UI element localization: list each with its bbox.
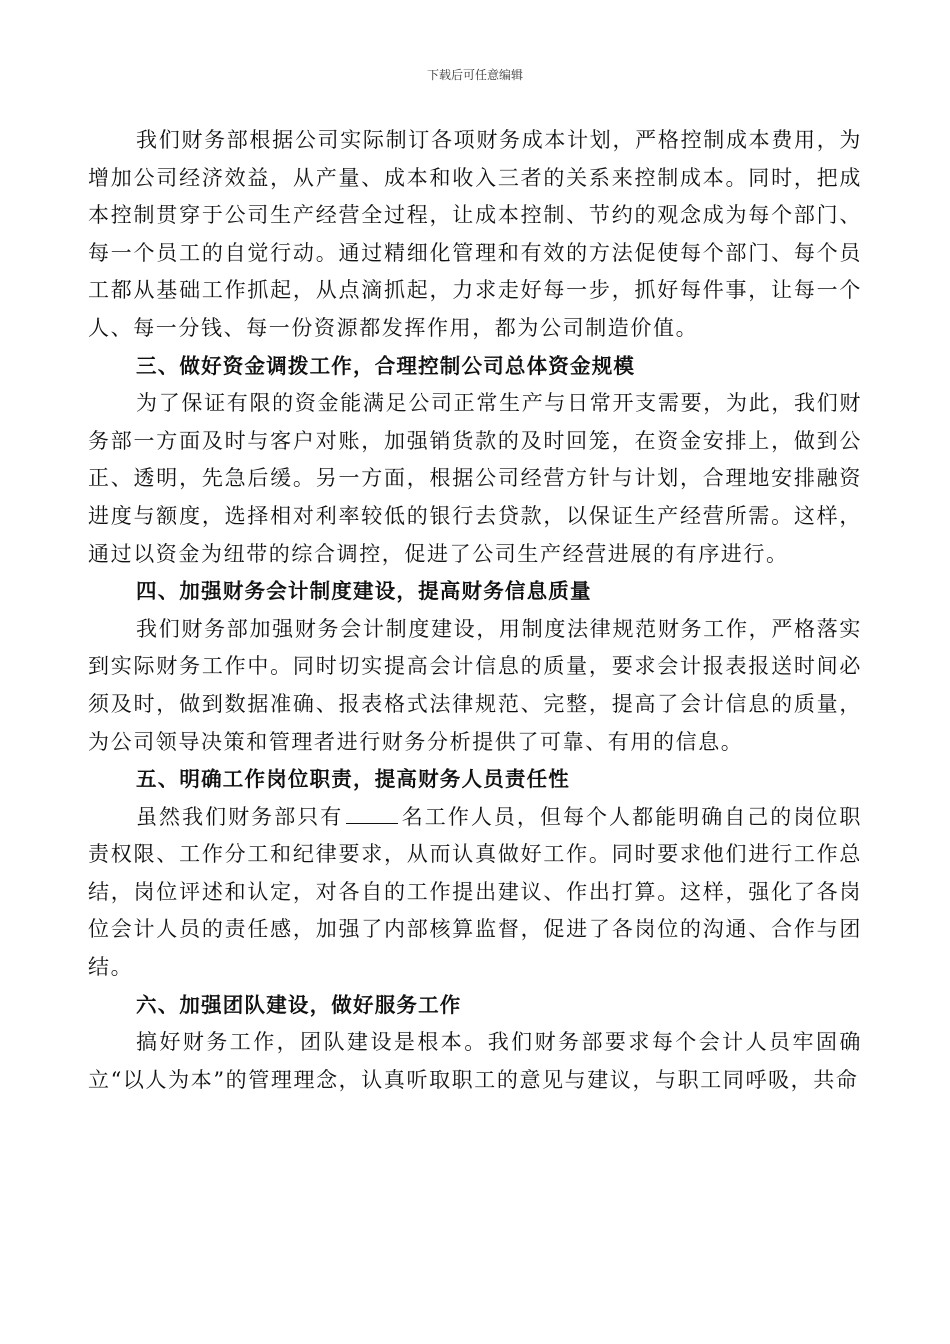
page-header: 下载后可任意编辑 (426, 68, 523, 82)
section-4-paragraph: 我们财务部加强财务会计制度建设，用制度法律规范财务工作，严格落实到实际财务工作中。同时切实提高会计信息的质量，要求会计报表报送时间必须及时，做到数据准确、报表格式法律规范、完整，提高了会计信息的质量，为公司领导决策和管理者进行财务分析提供了可靠、有用的信息。 (88, 616, 862, 754)
section-6-paragraph: 搞好财务工作，团队建设是根本。我们财务部要求每个会计人员牢固确立“以人为本”的管理理念，认真听取职工的意见与建议，与职工同呼吸，共命 (88, 1030, 862, 1092)
paragraph-cost-control: 我们财务部根据公司实际制订各项财务成本计划，严格控制成本费用，为增加公司经济效益，从产量、成本和收入三者的关系来控制成本。同时，把成本控制贯穿于公司生产经营全过程，让成本控制、节约的观念成为每个部门、每一个员工的自觉行动。通过精细化管理和有效的方法促使每个部门、每个员工都从基础工作抓起，从点滴抓起，力求走好每一步，抓好每件事，让每一个人、每一分钱、每一份资源都发挥作用，都为公司制造价值。 (88, 128, 862, 340)
section-6-heading: 六、加强团队建设，做好服务工作 (136, 992, 462, 1017)
section-5-paragraph (88, 799, 862, 987)
section-5-text-end: 名工作人员，但每个人都能明确自己的岗位职责权限、工作分工和纪律要求，从而认真做好工作。同时要求他们进行工作总结，岗位评述和认定，对各自的工作提出建议、作出打算。这样，强化了各岗位会计人员的责任感，加强了内部核算监督，促进了各岗位的沟通、合作与团结。 (88, 804, 862, 980)
section-3-paragraph: 为了保证有限的资金能满足公司正常生产与日常开支需要，为此，我们财务部一方面及时与客户对账，加强销货款的及时回笼，在资金安排上，做到公正、透明，先急后缓。另一方面，根据公司经营方针与计划，合理地安排融资进度与额度，选择相对利率较低的银行去贷款，以保证生产经营所需。这样，通过以资金为纽带的综合调控，促进了公司生产经营进展的有序进行。 (88, 391, 862, 566)
section-3-heading: 三、做好资金调拨工作，合理控制公司总体资金规模 (136, 353, 636, 378)
section-5-heading: 五、明确工作岗位职责，提高财务人员责任性 (136, 767, 570, 792)
section-4-heading: 四、加强财务会计制度建设，提高财务信息质量 (136, 579, 592, 604)
fill-in-blank (346, 822, 398, 824)
section-5-text-start: 虽然我们财务部只有 (136, 804, 344, 829)
document-body (88, 122, 862, 1099)
